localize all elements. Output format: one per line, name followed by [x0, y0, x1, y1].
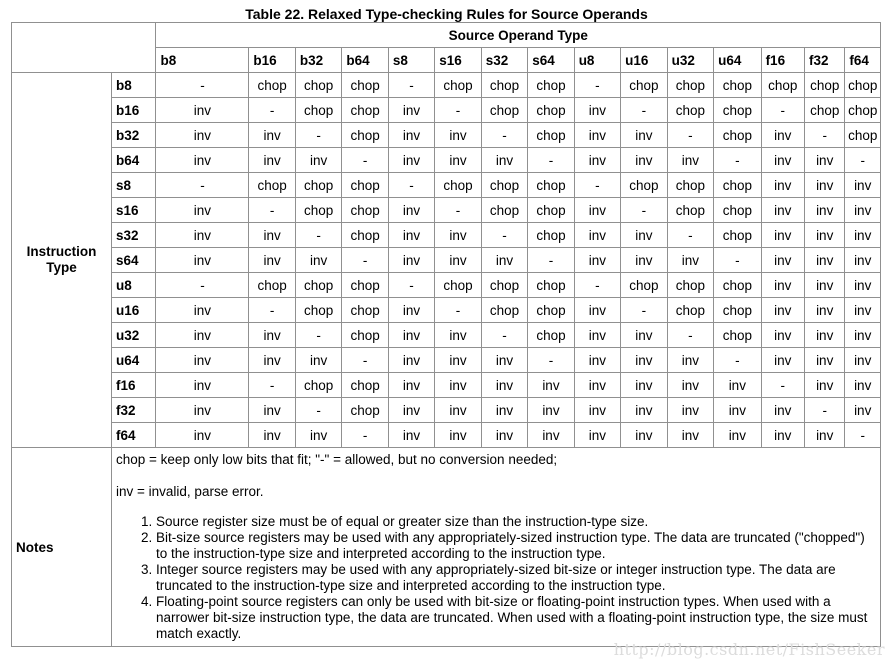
column-header-b32: b32 [295, 48, 341, 73]
rule-cell: chop [528, 123, 574, 148]
rule-cell: chop [342, 298, 388, 323]
rule-cell: inv [761, 348, 804, 373]
rule-cell: inv [805, 198, 845, 223]
rule-cell: - [295, 223, 341, 248]
rule-cell: chop [342, 398, 388, 423]
rule-cell: inv [761, 123, 804, 148]
rule-cell: chop [435, 273, 481, 298]
rule-cell: chop [528, 223, 574, 248]
rule-cell: inv [805, 148, 845, 173]
rule-cell: inv [574, 198, 620, 223]
rule-cell: - [156, 73, 249, 98]
rule-cell: chop [714, 73, 761, 98]
rule-cell: inv [295, 248, 341, 273]
rule-cell: inv [388, 323, 434, 348]
rule-cell: inv [435, 373, 481, 398]
rule-cell: inv [621, 398, 667, 423]
rule-cell: inv [761, 223, 804, 248]
rule-cell: - [714, 348, 761, 373]
rule-cell: chop [249, 73, 295, 98]
rule-cell: - [481, 323, 527, 348]
rule-cell: inv [249, 348, 295, 373]
rule-cell: inv [845, 273, 881, 298]
rule-cell: inv [805, 223, 845, 248]
table-row-b16 [12, 98, 881, 123]
rule-cell: inv [621, 323, 667, 348]
table-row-f32 [12, 398, 881, 423]
rule-cell: inv [621, 223, 667, 248]
rule-cell: inv [621, 248, 667, 273]
rule-cell: chop [342, 323, 388, 348]
rule-cell: chop [435, 173, 481, 198]
rule-cell: inv [574, 298, 620, 323]
rule-cell: chop [295, 273, 341, 298]
rule-cell: chop [714, 198, 761, 223]
column-header-b64: b64 [342, 48, 388, 73]
rule-cell: inv [621, 123, 667, 148]
rule-cell: inv [156, 223, 249, 248]
row-header-f64: f64 [112, 423, 156, 448]
rule-cell: - [249, 98, 295, 123]
rule-cell: inv [156, 148, 249, 173]
rule-cell: inv [528, 423, 574, 448]
rule-cell: - [574, 73, 620, 98]
rule-cell: inv [761, 173, 804, 198]
rule-cell: - [481, 223, 527, 248]
table-title: Table 22. Relaxed Type-checking Rules for Source Operands [245, 6, 648, 22]
rule-cell: inv [388, 148, 434, 173]
rule-cell: - [528, 148, 574, 173]
note-item: 3. Integer source registers may be used with any appropriately-sized bit-size or integer instruction type. The data are truncated to the instruction-type size and interpreted according to the instruction type. [156, 562, 874, 594]
rule-cell: - [435, 98, 481, 123]
rule-cell: chop [342, 373, 388, 398]
rule-cell: chop [621, 73, 667, 98]
rule-cell: - [295, 398, 341, 423]
rule-cell: - [249, 198, 295, 223]
rule-cell: inv [388, 223, 434, 248]
rule-cell: inv [481, 398, 527, 423]
rule-cell: inv [481, 148, 527, 173]
row-header-s32: s32 [112, 223, 156, 248]
rule-cell: inv [805, 373, 845, 398]
table-row-u8 [12, 273, 881, 298]
rule-cell: chop [714, 223, 761, 248]
row-header-f16: f16 [112, 373, 156, 398]
rule-cell: inv [156, 248, 249, 273]
rule-cell: - [528, 248, 574, 273]
rule-cell: inv [156, 398, 249, 423]
rule-cell: inv [621, 373, 667, 398]
rule-cell: inv [156, 423, 249, 448]
rule-cell: chop [528, 73, 574, 98]
rule-cell: inv [574, 223, 620, 248]
rule-cell: inv [714, 423, 761, 448]
rule-cell: inv [845, 248, 881, 273]
rule-cell: chop [845, 73, 881, 98]
rule-cell: inv [249, 398, 295, 423]
table-row-u16 [12, 298, 881, 323]
rule-cell: chop [845, 123, 881, 148]
corner-cell [12, 23, 156, 73]
source-operand-type-header: Source Operand Type [156, 23, 881, 48]
rule-cell: inv [761, 148, 804, 173]
rule-cell: - [761, 373, 804, 398]
rule-cell: inv [388, 373, 434, 398]
rule-cell: inv [156, 123, 249, 148]
rule-cell: inv [528, 373, 574, 398]
rule-cell: inv [388, 423, 434, 448]
rule-cell: chop [435, 73, 481, 98]
rule-cell: - [667, 323, 713, 348]
rule-cell: - [621, 198, 667, 223]
rule-cell: - [574, 273, 620, 298]
rule-cell: inv [667, 148, 713, 173]
rule-cell: inv [845, 323, 881, 348]
rule-cell: inv [435, 223, 481, 248]
column-header-u16: u16 [621, 48, 667, 73]
column-header-b16: b16 [249, 48, 295, 73]
rule-cell: - [621, 298, 667, 323]
rule-cell: inv [574, 148, 620, 173]
rule-cell: inv [574, 423, 620, 448]
rule-cell: chop [528, 298, 574, 323]
rule-cell: inv [435, 323, 481, 348]
rule-cell: inv [156, 198, 249, 223]
rule-cell: inv [435, 148, 481, 173]
rule-cell: chop [342, 98, 388, 123]
table-row-u64 [12, 348, 881, 373]
rule-cell: inv [805, 173, 845, 198]
rule-cell: chop [667, 98, 713, 123]
rule-cell: chop [481, 273, 527, 298]
rule-cell: - [621, 98, 667, 123]
rule-cell: inv [156, 323, 249, 348]
rule-cell: chop [528, 273, 574, 298]
rule-cell: inv [481, 423, 527, 448]
rule-cell: chop [342, 173, 388, 198]
rule-cell: - [761, 98, 804, 123]
rule-cell: inv [761, 273, 804, 298]
rule-cell: - [249, 373, 295, 398]
table-row-b64 [12, 148, 881, 173]
rule-cell: inv [388, 123, 434, 148]
rule-cell: inv [435, 348, 481, 373]
rule-cell: inv [667, 348, 713, 373]
rule-cell: chop [481, 173, 527, 198]
notes-label: Notes [12, 448, 112, 647]
rule-cell: inv [845, 348, 881, 373]
rule-cell: inv [574, 348, 620, 373]
rule-cell: inv [435, 423, 481, 448]
rule-cell: - [435, 298, 481, 323]
row-header-u8: u8 [112, 273, 156, 298]
rule-cell: chop [342, 198, 388, 223]
rule-cell: inv [574, 123, 620, 148]
rule-cell: - [714, 248, 761, 273]
column-header-s64: s64 [528, 48, 574, 73]
rule-cell: inv [481, 373, 527, 398]
rule-cell: - [667, 123, 713, 148]
rule-cell: chop [249, 173, 295, 198]
rule-cell: inv [667, 423, 713, 448]
rule-cell: chop [481, 98, 527, 123]
rule-cell: inv [667, 373, 713, 398]
rule-cell: chop [342, 123, 388, 148]
type-checking-rules-table [11, 22, 881, 647]
rule-cell: - [342, 423, 388, 448]
row-header-b64: b64 [112, 148, 156, 173]
rule-cell: chop [481, 73, 527, 98]
row-header-b8: b8 [112, 73, 156, 98]
rule-cell: chop [295, 198, 341, 223]
notes-row [12, 448, 881, 647]
rule-cell: inv [845, 373, 881, 398]
rule-cell: chop [295, 173, 341, 198]
rule-cell: inv [528, 398, 574, 423]
rule-cell: inv [249, 148, 295, 173]
rule-cell: chop [667, 73, 713, 98]
row-header-u64: u64 [112, 348, 156, 373]
header-row-group [12, 23, 881, 48]
table-row-b32 [12, 123, 881, 148]
rule-cell: chop [249, 273, 295, 298]
rule-cell: - [845, 148, 881, 173]
rule-cell: inv [845, 398, 881, 423]
rule-cell: chop [295, 98, 341, 123]
rule-cell: inv [156, 348, 249, 373]
rule-cell: - [295, 323, 341, 348]
note-item: 4. Floating-point source registers can only be used with bit-size or floating-point instruction types. When used with a narrower bit-size instruction type, the data are truncated. When used with a floating-point instruction type, the size must match exactly. [156, 594, 874, 642]
rule-cell: chop [667, 273, 713, 298]
rule-cell: inv [156, 373, 249, 398]
rule-cell: inv [845, 298, 881, 323]
rule-cell: inv [845, 198, 881, 223]
rule-cell: inv [295, 423, 341, 448]
rule-cell: chop [342, 223, 388, 248]
rule-cell: inv [388, 248, 434, 273]
column-header-s8: s8 [388, 48, 434, 73]
column-header-f32: f32 [805, 48, 845, 73]
rule-cell: - [156, 273, 249, 298]
rule-cell: inv [295, 148, 341, 173]
rule-cell: inv [621, 148, 667, 173]
rule-cell: chop [621, 173, 667, 198]
rule-cell: chop [714, 123, 761, 148]
table-row-s32 [12, 223, 881, 248]
rule-cell: chop [714, 323, 761, 348]
rule-cell: inv [761, 398, 804, 423]
column-header-u64: u64 [714, 48, 761, 73]
rule-cell: inv [295, 348, 341, 373]
rule-cell: chop [295, 298, 341, 323]
rule-cell: inv [388, 98, 434, 123]
rule-cell: chop [667, 198, 713, 223]
rule-cell: chop [714, 273, 761, 298]
rule-cell: inv [435, 248, 481, 273]
legend-chop: chop = keep only low bits that fit; "-" = allowed, but no conversion needed; [116, 452, 558, 467]
instruction-type-label: Instruction Type [12, 73, 112, 448]
rule-cell: chop [295, 73, 341, 98]
rule-cell: inv [574, 248, 620, 273]
rule-cell: inv [574, 373, 620, 398]
rule-cell: chop [342, 273, 388, 298]
table-row-f16 [12, 373, 881, 398]
rule-cell: - [574, 173, 620, 198]
rule-cell: inv [805, 348, 845, 373]
rule-cell: - [342, 248, 388, 273]
rule-cell: chop [667, 173, 713, 198]
rule-cell: chop [714, 173, 761, 198]
rule-cell: - [388, 73, 434, 98]
rule-cell: inv [388, 198, 434, 223]
rule-cell: - [249, 298, 295, 323]
rule-cell: chop [761, 73, 804, 98]
rule-cell: chop [481, 298, 527, 323]
rule-cell: chop [528, 173, 574, 198]
rule-cell: chop [528, 98, 574, 123]
table-row-b8 [12, 73, 881, 98]
rule-cell: inv [249, 423, 295, 448]
note-item: 2. Bit-size source registers may be used with any appropriately-sized instruction type. The data are truncated ("chopped") to the instruction-type size and interpreted according to the instruction type. [156, 530, 874, 562]
rule-cell: - [342, 148, 388, 173]
rule-cell: inv [574, 323, 620, 348]
column-header-s32: s32 [481, 48, 527, 73]
rule-cell: chop [528, 198, 574, 223]
rule-cell: chop [845, 98, 881, 123]
rule-cell: - [481, 123, 527, 148]
table-row-f64 [12, 423, 881, 448]
rule-cell: inv [805, 423, 845, 448]
rule-cell: inv [156, 298, 249, 323]
rule-cell: inv [621, 423, 667, 448]
row-header-b32: b32 [112, 123, 156, 148]
table-row-s8 [12, 173, 881, 198]
column-header-s16: s16 [435, 48, 481, 73]
rule-cell: inv [667, 248, 713, 273]
rule-cell: - [805, 398, 845, 423]
rule-cell: chop [295, 373, 341, 398]
row-header-u32: u32 [112, 323, 156, 348]
rule-cell: - [528, 348, 574, 373]
row-header-s8: s8 [112, 173, 156, 198]
rule-cell: - [667, 223, 713, 248]
rule-cell: chop [342, 73, 388, 98]
rule-cell: inv [714, 373, 761, 398]
rule-cell: - [342, 348, 388, 373]
table-row-u32 [12, 323, 881, 348]
rule-cell: inv [388, 398, 434, 423]
rule-cell: chop [714, 298, 761, 323]
rule-cell: inv [761, 323, 804, 348]
rule-cell: inv [388, 348, 434, 373]
rule-cell: inv [574, 98, 620, 123]
column-header-f64: f64 [845, 48, 881, 73]
rule-cell: inv [156, 98, 249, 123]
column-header-u32: u32 [667, 48, 713, 73]
table-row-s16 [12, 198, 881, 223]
rule-cell: - [388, 273, 434, 298]
rule-cell: chop [667, 298, 713, 323]
rule-cell: inv [845, 223, 881, 248]
rule-cell: inv [388, 298, 434, 323]
rule-cell: inv [435, 398, 481, 423]
rule-cell: inv [761, 248, 804, 273]
rule-cell: - [435, 198, 481, 223]
rule-cell: inv [667, 398, 713, 423]
column-header-b8: b8 [156, 48, 249, 73]
rule-cell: - [295, 123, 341, 148]
table-row-s64 [12, 248, 881, 273]
rule-cell: chop [621, 273, 667, 298]
rule-cell: chop [805, 98, 845, 123]
rule-cell: inv [805, 298, 845, 323]
rule-cell: inv [761, 198, 804, 223]
rule-cell: inv [805, 248, 845, 273]
row-header-s64: s64 [112, 248, 156, 273]
rule-cell: chop [481, 198, 527, 223]
row-header-u16: u16 [112, 298, 156, 323]
rule-cell: inv [805, 273, 845, 298]
rule-cell: chop [714, 98, 761, 123]
notes-list [116, 514, 874, 642]
rule-cell: inv [481, 348, 527, 373]
rule-cell: inv [761, 298, 804, 323]
rule-cell: inv [249, 123, 295, 148]
rule-cell: inv [481, 248, 527, 273]
rule-cell: inv [805, 323, 845, 348]
notes-body [112, 448, 881, 647]
row-header-f32: f32 [112, 398, 156, 423]
rule-cell: - [805, 123, 845, 148]
rule-cell: inv [574, 398, 620, 423]
rule-cell: - [845, 423, 881, 448]
row-header-b16: b16 [112, 98, 156, 123]
rule-cell: inv [845, 173, 881, 198]
rule-cell: inv [249, 248, 295, 273]
rule-cell: inv [249, 223, 295, 248]
rule-cell: - [156, 173, 249, 198]
row-header-s16: s16 [112, 198, 156, 223]
rule-cell: inv [714, 398, 761, 423]
watermark: http://blog.csdn.net/FishSeeker [613, 640, 885, 659]
note-item: 1. Source register size must be of equal or greater size than the instruction-type size. [156, 514, 874, 530]
column-header-f16: f16 [761, 48, 804, 73]
rule-cell: chop [528, 323, 574, 348]
rule-cell: inv [761, 423, 804, 448]
rule-cell: inv [249, 323, 295, 348]
rule-cell: inv [621, 348, 667, 373]
legend-inv: inv = invalid, parse error. [116, 484, 264, 499]
rule-cell: chop [805, 73, 845, 98]
rule-cell: - [714, 148, 761, 173]
rule-cell: inv [435, 123, 481, 148]
rule-cell: - [388, 173, 434, 198]
column-header-u8: u8 [574, 48, 620, 73]
